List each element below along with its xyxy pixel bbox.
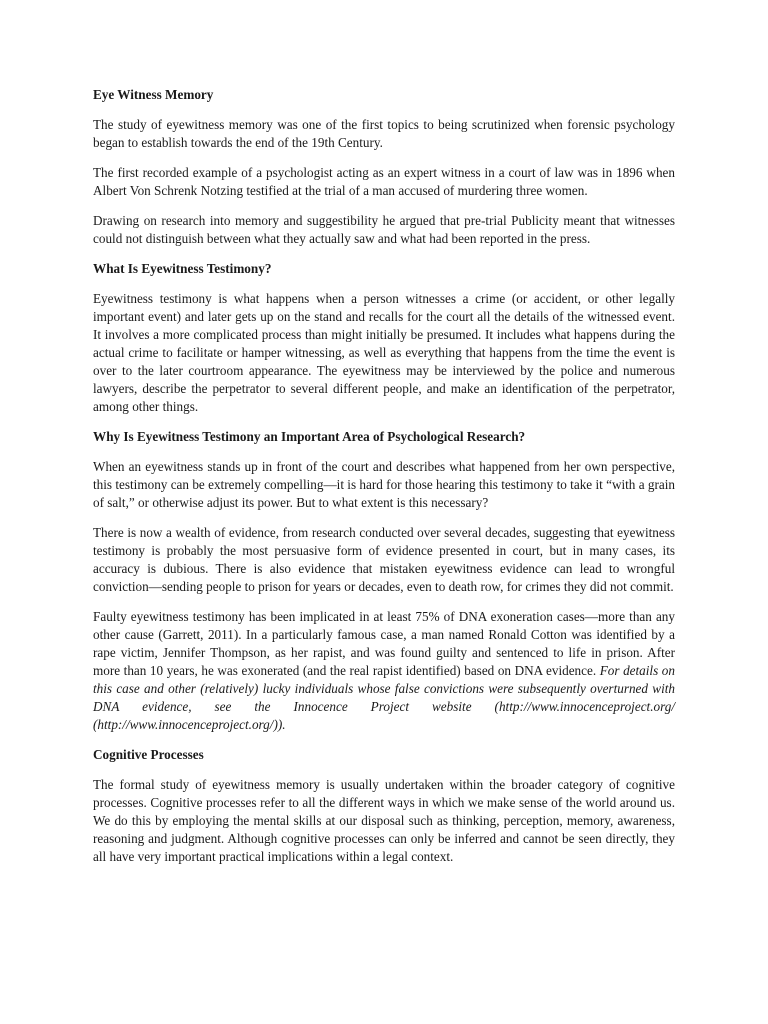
- paragraph: The study of eyewitness memory was one of the first topics to being scrutinized when forensic psychology began to establish towards the end of the 19th Century.: [93, 117, 675, 150]
- document-page: [93, 86, 675, 878]
- paragraph-mixed: [93, 608, 675, 734]
- section-heading-cognitive-processes: Cognitive Processes: [93, 747, 204, 762]
- paragraph-regular-text: Faulty eyewitness testimony has been implicated in at least 75% of DNA exoneration cases—more than any other cause (Garrett, 2011). In a particularly famous case, a man named Ronald Cotton was identified by a rape victim, Jennifer Thompson, as her rapist, and was found guilty and sentenced to life in prison. After more than 10 years, he was exonerated (and the real rapist identified) based on DNA evidence.: [93, 609, 675, 678]
- innocence-project-note: For details on this case and other (relatively) lucky individuals whose false convictions were subsequently overturned with DNA evidence, see the Innocence Project website (http://www.innocenceproject.org/ (http://www.innocenceproject.org/)).: [93, 663, 675, 732]
- paragraph: Drawing on research into memory and suggestibility he argued that pre-trial Publicity meant that witnesses could not distinguish between what they actually saw and what had been reported in the press.: [93, 213, 675, 246]
- section-heading-what-is-eyewitness-testimony: What Is Eyewitness Testimony?: [93, 261, 272, 276]
- section-heading-why-important: Why Is Eyewitness Testimony an Important Area of Psychological Research?: [93, 429, 526, 444]
- paragraph: When an eyewitness stands up in front of the court and describes what happened from her own perspective, this testimony can be extremely compelling—it is hard for those hearing this testimony to take it “with a grain of salt,” or otherwise adjust its power. But to what extent is this necessary?: [93, 459, 675, 510]
- paragraph: The first recorded example of a psychologist acting as an expert witness in a court of law was in 1896 when Albert Von Schrenk Notzing testified at the trial of a man accused of murdering three women.: [93, 165, 675, 198]
- paragraph: The formal study of eyewitness memory is usually undertaken within the broader category of cognitive processes. Cognitive processes refer to all the different ways in which we make sense of the world around us. We do this by employing the mental skills at our disposal such as thinking, perception, memory, awareness, reasoning and judgment. Although cognitive processes can only be inferred and cannot be seen directly, they all have very important practical implications within a legal context.: [93, 777, 675, 864]
- paragraph: Eyewitness testimony is what happens when a person witnesses a crime (or accident, or other legally important event) and later gets up on the stand and recalls for the court all the details of the witnessed event. It involves a more complicated process than might initially be presumed. It includes what happens during the actual crime to facilitate or hamper witnessing, as well as everything that happens from the time the event is over to the later courtroom appearance. The eyewitness may be interviewed by the police and numerous lawyers, describe the perpetrator to several different people, and make an identification of the perpetrator, among other things.: [93, 291, 675, 414]
- section-heading-eye-witness-memory: Eye Witness Memory: [93, 87, 214, 102]
- paragraph: There is now a wealth of evidence, from research conducted over several decades, suggesting that eyewitness testimony is probably the most persuasive form of evidence presented in court, but in many cases, its accuracy is dubious. There is also evidence that mistaken eyewitness evidence can lead to wrongful conviction—sending people to prison for years or decades, even to death row, for crimes they did not commit.: [93, 525, 675, 594]
